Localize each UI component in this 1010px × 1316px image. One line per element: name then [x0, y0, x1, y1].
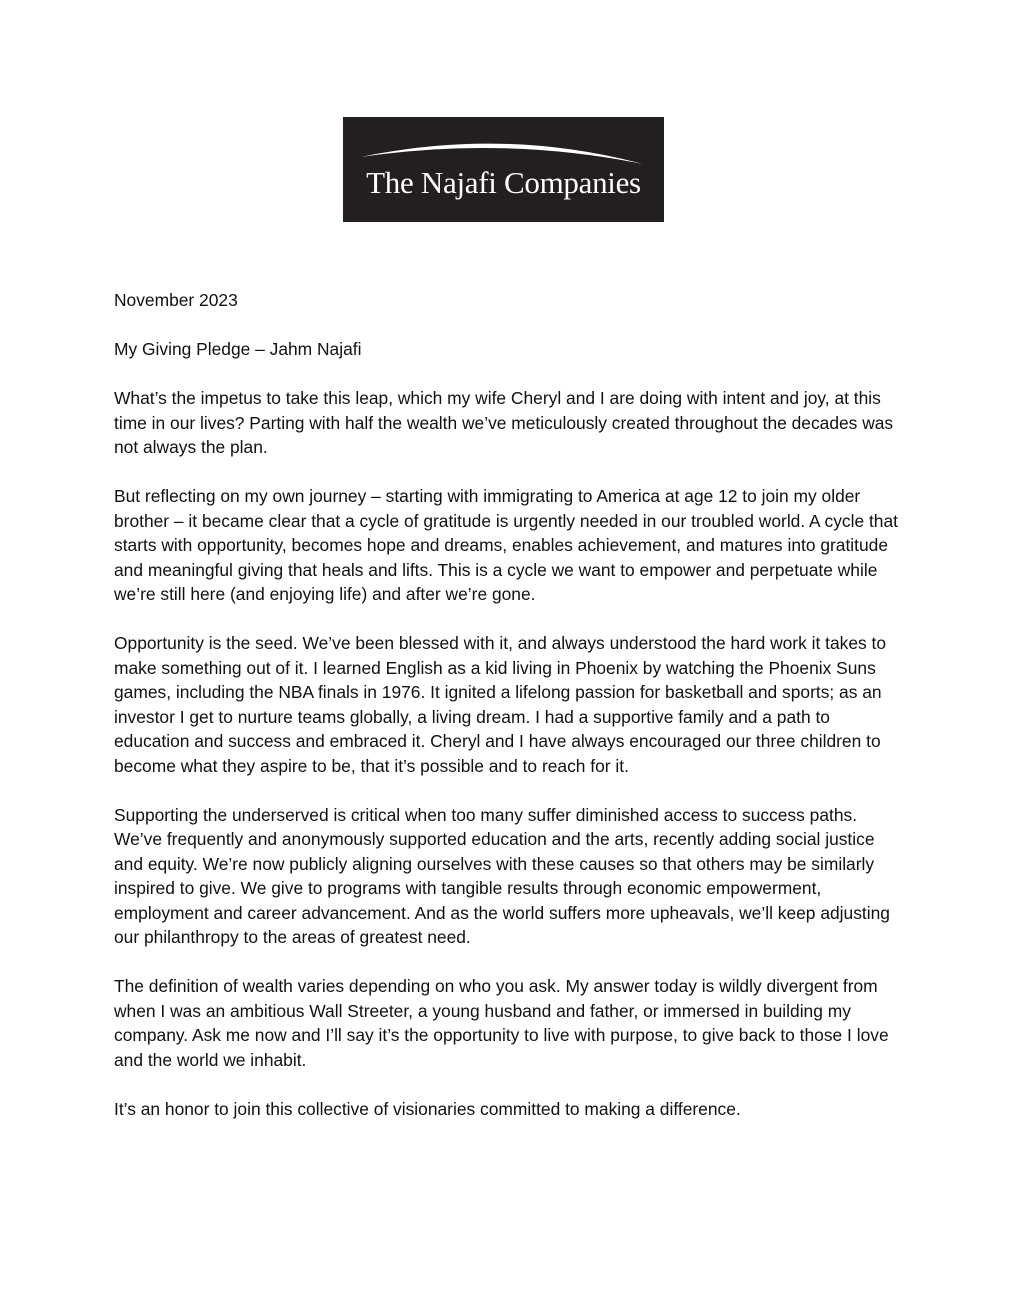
letter-paragraph: Opportunity is the seed. We’ve been blessed with it, and always understood the hard work it takes to make something out of it. I learned English as a kid living in Phoenix by watching the Phoenix Suns games, including the NBA finals in 1976. It ignited a lifelong passion for basketball and sports; as an investor I get to nurture teams globally, a living dream. I had a supportive family and a path to education and success and embraced it. Cheryl and I have always encouraged our three children to become what they aspire to be, that it’s possible and to reach for it.: [114, 633, 887, 776]
letter-paragraph: It’s an honor to join this collective of visionaries committed to making a difference.: [114, 1098, 741, 1119]
letter-paragraph: Supporting the underserved is critical when too many suffer diminished access to success paths. We’ve frequently and anonymously supported education and the arts, recently adding social justice and equity. We’re now publicly aligning ourselves with these causes so that others may be similarly inspired to give. We give to programs with tangible results through economic empowerment, employment and career advancement. And as the world suffers more upheavals, we’ll keep adjusting our philanthropy to the areas of greatest need.: [114, 804, 890, 947]
company-logo: [343, 117, 664, 222]
logo-company-name: The Najafi Companies: [366, 165, 641, 200]
letter-body: [114, 288, 904, 1146]
letter-paragraph: What’s the impetus to take this leap, which my wife Cheryl and I are doing with intent and joy, at this time in our lives? Parting with half the wealth we’ve meticulously created throughout the decades was not always the plan.: [114, 388, 894, 457]
letter-paragraph: The definition of wealth varies depending on who you ask. My answer today is wildly divergent from when I was an ambitious Wall Streeter, a young husband and father, or immersed in building my company. Ask me now and I’ll say it’s the opportunity to live with purpose, to give back to those I love and the world we inhabit.: [114, 976, 889, 1070]
letter-title: My Giving Pledge – Jahm Najafi: [114, 339, 362, 359]
letter-paragraph: But reflecting on my own journey – starting with immigrating to America at age 12 to join my older brother – it became clear that a cycle of gratitude is urgently needed in our troubled world. A cycle that starts with opportunity, becomes hope and dreams, enables achievement, and matures into gratitude and meaningful giving that heals and lifts. This is a cycle we want to empower and perpetuate while we’re still here (and enjoying life) and after we’re gone.: [114, 486, 898, 604]
letter-date: November 2023: [114, 290, 238, 310]
